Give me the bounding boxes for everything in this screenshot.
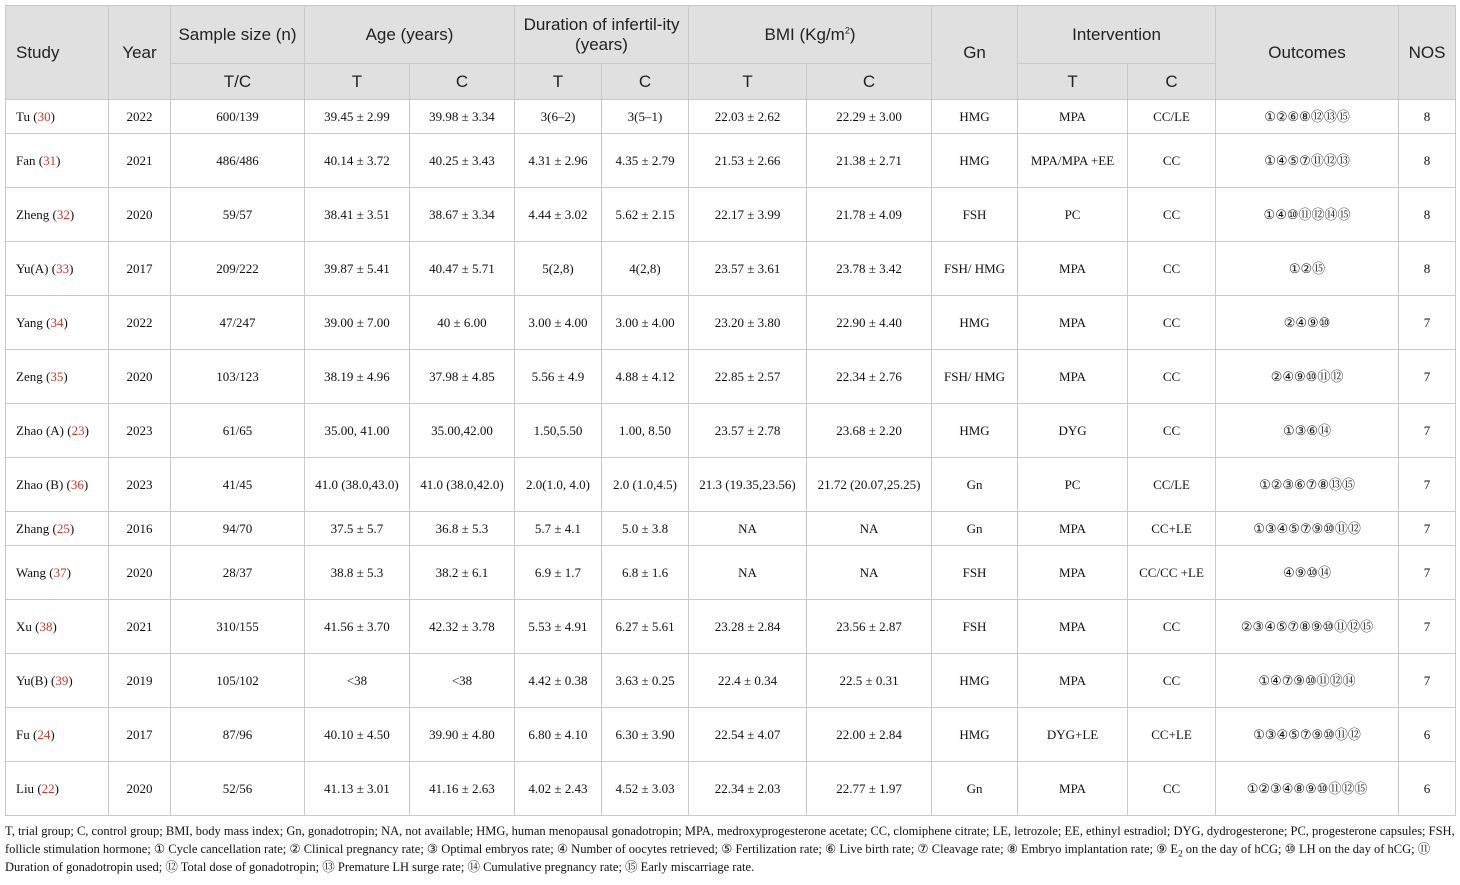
header-bmi-text: BMI (Kg/m xyxy=(764,24,845,44)
study-name: Zhao (A) xyxy=(16,423,65,438)
cell-study: Yu(A) (33) xyxy=(6,242,109,296)
cell-bmi-t: 22.4 ± 0.34 xyxy=(689,654,807,708)
cell-gn: Gn xyxy=(932,512,1018,546)
cell-gn: Gn xyxy=(932,458,1018,512)
reference-link[interactable]: 37 xyxy=(53,565,67,580)
cell-outcomes: ①③④⑤⑦⑨⑩⑪⑫ xyxy=(1216,708,1399,762)
table-row xyxy=(6,404,1456,458)
cell-outcomes: ①②③⑥⑦⑧⑬⑮ xyxy=(1216,458,1399,512)
cell-age-t: 41.56 ± 3.70 xyxy=(305,600,410,654)
cell-year: 2022 xyxy=(109,296,171,350)
cell-int-t: MPA xyxy=(1018,242,1128,296)
cell-outcomes: ①②⑮ xyxy=(1216,242,1399,296)
subheader-intervention-c: C xyxy=(1128,64,1216,100)
study-name: Yu(A) xyxy=(16,261,49,276)
cell-study: Tu (30) xyxy=(6,100,109,134)
cell-study: Zheng (32) xyxy=(6,188,109,242)
cell-int-c: CC xyxy=(1128,242,1216,296)
cell-age-c: 40 ± 6.00 xyxy=(410,296,515,350)
cell-int-t: MPA xyxy=(1018,762,1128,816)
cell-int-c: CC/LE xyxy=(1128,458,1216,512)
cell-age-c: 40.47 ± 5.71 xyxy=(410,242,515,296)
cell-year: 2023 xyxy=(109,458,171,512)
cell-dur-t: 5.56 ± 4.9 xyxy=(515,350,602,404)
cell-dur-c: 4.35 ± 2.79 xyxy=(602,134,689,188)
cell-bmi-t: 22.85 ± 2.57 xyxy=(689,350,807,404)
cell-dur-t: 6.9 ± 1.7 xyxy=(515,546,602,600)
cell-year: 2021 xyxy=(109,134,171,188)
cell-age-c: 39.90 ± 4.80 xyxy=(410,708,515,762)
cell-int-c: CC xyxy=(1128,600,1216,654)
table-footnote xyxy=(5,822,1455,876)
study-name: Wang xyxy=(16,565,46,580)
cell-outcomes: ①②③④⑧⑨⑩⑪⑫⑮ xyxy=(1216,762,1399,816)
subheader-age-c: C xyxy=(410,64,515,100)
header-outcomes: Outcomes xyxy=(1216,6,1399,100)
cell-age-t: 38.8 ± 5.3 xyxy=(305,546,410,600)
cell-year: 2020 xyxy=(109,188,171,242)
cell-nos: 7 xyxy=(1399,458,1456,512)
cell-gn: HMG xyxy=(932,404,1018,458)
cell-gn: HMG xyxy=(932,100,1018,134)
cell-year: 2023 xyxy=(109,404,171,458)
reference-link[interactable]: 31 xyxy=(43,153,57,168)
cell-outcomes: ①②⑥⑧⑫⑬⑮ xyxy=(1216,100,1399,134)
cell-dur-c: 5.62 ± 2.15 xyxy=(602,188,689,242)
cell-gn: HMG xyxy=(932,134,1018,188)
study-name: Fu xyxy=(16,727,30,742)
cell-dur-t: 1.50,5.50 xyxy=(515,404,602,458)
cell-dur-t: 4.02 ± 2.43 xyxy=(515,762,602,816)
cell-bmi-t: 23.57 ± 3.61 xyxy=(689,242,807,296)
cell-study: Zhao (B) (36) xyxy=(6,458,109,512)
reference-link[interactable]: 24 xyxy=(37,727,51,742)
cell-gn: FSH xyxy=(932,600,1018,654)
cell-bmi-t: 22.34 ± 2.03 xyxy=(689,762,807,816)
cell-gn: Gn xyxy=(932,762,1018,816)
subheader-bmi-t: T xyxy=(689,64,807,100)
cell-sample: 310/155 xyxy=(171,600,305,654)
cell-year: 2020 xyxy=(109,762,171,816)
reference-link[interactable]: 25 xyxy=(56,521,70,536)
cell-outcomes: ①④⑤⑦⑪⑫⑬ xyxy=(1216,134,1399,188)
cell-int-t: MPA xyxy=(1018,546,1128,600)
cell-nos: 6 xyxy=(1399,708,1456,762)
subheader-tc: T/C xyxy=(171,64,305,100)
cell-bmi-t: 21.53 ± 2.66 xyxy=(689,134,807,188)
cell-dur-c: 6.8 ± 1.6 xyxy=(602,546,689,600)
cell-nos: 7 xyxy=(1399,600,1456,654)
cell-dur-t: 5.7 ± 4.1 xyxy=(515,512,602,546)
cell-age-t: 38.19 ± 4.96 xyxy=(305,350,410,404)
cell-study: Zhao (A) (23) xyxy=(6,404,109,458)
cell-int-c: CC xyxy=(1128,188,1216,242)
cell-int-t: PC xyxy=(1018,188,1128,242)
cell-gn: HMG xyxy=(932,708,1018,762)
cell-bmi-t: NA xyxy=(689,512,807,546)
cell-nos: 7 xyxy=(1399,296,1456,350)
cell-age-c: 41.16 ± 2.63 xyxy=(410,762,515,816)
cell-gn: FSH xyxy=(932,188,1018,242)
table-row xyxy=(6,350,1456,404)
cell-sample: 87/96 xyxy=(171,708,305,762)
cell-age-t: 39.00 ± 7.00 xyxy=(305,296,410,350)
table-row xyxy=(6,100,1456,134)
cell-int-c: CC xyxy=(1128,654,1216,708)
cell-sample: 59/57 xyxy=(171,188,305,242)
cell-dur-t: 6.80 ± 4.10 xyxy=(515,708,602,762)
cell-nos: 8 xyxy=(1399,188,1456,242)
cell-dur-c: 4(2,8) xyxy=(602,242,689,296)
cell-dur-t: 2.0(1.0, 4.0) xyxy=(515,458,602,512)
reference-link[interactable]: 39 xyxy=(55,673,69,688)
cell-dur-t: 5.53 ± 4.91 xyxy=(515,600,602,654)
study-name: Yu(B) xyxy=(16,673,48,688)
cell-bmi-t: 22.03 ± 2.62 xyxy=(689,100,807,134)
table-row xyxy=(6,134,1456,188)
cell-age-c: 38.2 ± 6.1 xyxy=(410,546,515,600)
cell-int-c: CC xyxy=(1128,404,1216,458)
cell-int-t: MPA xyxy=(1018,100,1128,134)
cell-int-c: CC+LE xyxy=(1128,708,1216,762)
header-sample-size: Sample size (n) xyxy=(171,6,305,64)
reference-link[interactable]: 35 xyxy=(50,369,64,384)
cell-study: Fu (24) xyxy=(6,708,109,762)
cell-outcomes: ①④⑦⑨⑩⑪⑫⑭ xyxy=(1216,654,1399,708)
cell-dur-t: 4.44 ± 3.02 xyxy=(515,188,602,242)
reference-link[interactable]: 33 xyxy=(56,261,70,276)
cell-bmi-t: 23.57 ± 2.78 xyxy=(689,404,807,458)
study-name: Fan xyxy=(16,153,36,168)
cell-sample: 103/123 xyxy=(171,350,305,404)
cell-year: 2017 xyxy=(109,242,171,296)
cell-gn: HMG xyxy=(932,296,1018,350)
cell-int-t: DYG xyxy=(1018,404,1128,458)
reference-link[interactable]: 38 xyxy=(39,619,53,634)
footnote-e2-sub: 2 xyxy=(1178,848,1183,859)
cell-dur-t: 4.42 ± 0.38 xyxy=(515,654,602,708)
cell-outcomes: ①③⑥⑭ xyxy=(1216,404,1399,458)
cell-age-t: 41.13 ± 3.01 xyxy=(305,762,410,816)
subheader-duration-c: C xyxy=(602,64,689,100)
cell-nos: 8 xyxy=(1399,100,1456,134)
cell-dur-c: 3(5–1) xyxy=(602,100,689,134)
cell-int-c: CC+LE xyxy=(1128,512,1216,546)
footnote-part2: on the day of hCG; ⑩ LH on the day of hCG; ⑪ Duration of gonadotropin used; ⑫ Total dose of gonadotropin; ⑬ Premature LH surge rate; ⑭ Cumulative pregnancy rate; ⑮ Early miscarriage rate. xyxy=(5,842,1431,874)
table-container xyxy=(5,5,1455,876)
study-name: Zhang xyxy=(16,521,50,536)
cell-study: Yang (34) xyxy=(6,296,109,350)
cell-bmi-t: 23.28 ± 2.84 xyxy=(689,600,807,654)
cell-gn: FSH/ HMG xyxy=(932,242,1018,296)
cell-int-t: DYG+LE xyxy=(1018,708,1128,762)
cell-int-c: CC xyxy=(1128,350,1216,404)
cell-study: Xu (38) xyxy=(6,600,109,654)
cell-sample: 486/486 xyxy=(171,134,305,188)
subheader-duration-t: T xyxy=(515,64,602,100)
header-age: Age (years) xyxy=(305,6,515,64)
cell-dur-c: 1.00, 8.50 xyxy=(602,404,689,458)
cell-bmi-c: 23.78 ± 3.42 xyxy=(807,242,932,296)
cell-year: 2022 xyxy=(109,100,171,134)
cell-bmi-t: 21.3 (19.35,23.56) xyxy=(689,458,807,512)
cell-age-t: 35.00, 41.00 xyxy=(305,404,410,458)
cell-int-t: MPA xyxy=(1018,600,1128,654)
cell-sample: 105/102 xyxy=(171,654,305,708)
cell-dur-c: 5.0 ± 3.8 xyxy=(602,512,689,546)
cell-year: 2016 xyxy=(109,512,171,546)
cell-study: Zeng (35) xyxy=(6,350,109,404)
subheader-intervention-t: T xyxy=(1018,64,1128,100)
table-row xyxy=(6,188,1456,242)
table-row xyxy=(6,708,1456,762)
reference-link[interactable]: 32 xyxy=(56,207,70,222)
study-name: Tu xyxy=(16,109,30,124)
reference-link[interactable]: 23 xyxy=(71,423,85,438)
cell-study: Fan (31) xyxy=(6,134,109,188)
study-characteristics-table xyxy=(5,5,1456,816)
header-bmi-sup: 2 xyxy=(844,24,850,35)
cell-int-c: CC xyxy=(1128,134,1216,188)
cell-dur-c: 4.88 ± 4.12 xyxy=(602,350,689,404)
cell-bmi-c: 21.78 ± 4.09 xyxy=(807,188,932,242)
cell-outcomes: ④⑨⑩⑭ xyxy=(1216,546,1399,600)
cell-study: Liu (22) xyxy=(6,762,109,816)
cell-bmi-t: 22.54 ± 4.07 xyxy=(689,708,807,762)
cell-int-t: MPA xyxy=(1018,512,1128,546)
reference-link[interactable]: 34 xyxy=(50,315,64,330)
cell-dur-c: 2.0 (1.0,4.5) xyxy=(602,458,689,512)
cell-age-t: 40.10 ± 4.50 xyxy=(305,708,410,762)
cell-age-c: 35.00,42.00 xyxy=(410,404,515,458)
header-gn: Gn xyxy=(932,6,1018,100)
cell-dur-c: 6.27 ± 5.61 xyxy=(602,600,689,654)
cell-sample: 600/139 xyxy=(171,100,305,134)
cell-bmi-t: 22.17 ± 3.99 xyxy=(689,188,807,242)
cell-int-c: CC xyxy=(1128,762,1216,816)
cell-bmi-c: 22.90 ± 4.40 xyxy=(807,296,932,350)
cell-nos: 8 xyxy=(1399,242,1456,296)
cell-bmi-c: 21.72 (20.07,25.25) xyxy=(807,458,932,512)
cell-int-c: CC/LE xyxy=(1128,100,1216,134)
cell-age-t: 40.14 ± 3.72 xyxy=(305,134,410,188)
study-name: Yang xyxy=(16,315,43,330)
cell-age-c: <38 xyxy=(410,654,515,708)
cell-sample: 28/37 xyxy=(171,546,305,600)
cell-age-t: 38.41 ± 3.51 xyxy=(305,188,410,242)
cell-study: Yu(B) (39) xyxy=(6,654,109,708)
cell-age-c: 36.8 ± 5.3 xyxy=(410,512,515,546)
cell-year: 2020 xyxy=(109,350,171,404)
cell-study: Wang (37) xyxy=(6,546,109,600)
cell-year: 2019 xyxy=(109,654,171,708)
cell-dur-t: 5(2,8) xyxy=(515,242,602,296)
cell-sample: 94/70 xyxy=(171,512,305,546)
cell-sample: 209/222 xyxy=(171,242,305,296)
cell-age-t: 41.0 (38.0,43.0) xyxy=(305,458,410,512)
cell-age-c: 41.0 (38.0,42.0) xyxy=(410,458,515,512)
cell-bmi-c: 21.38 ± 2.71 xyxy=(807,134,932,188)
cell-year: 2020 xyxy=(109,546,171,600)
cell-age-t: 39.87 ± 5.41 xyxy=(305,242,410,296)
table-row xyxy=(6,242,1456,296)
cell-nos: 7 xyxy=(1399,404,1456,458)
footnote-part1: T, trial group; C, control group; BMI, body mass index; Gn, gonadotropin; NA, not available; HMG, human menopausal gonadotropin; MPA, medroxyprogesterone acetate; CC, clomiphene citrate; LE, letrozole; EE, ethinyl estradiol; DYG, dydrogesterone; PC, progesterone capsules; FSH, follicle stimulation hormone; ① Cycle cancellation rate; ② Clinical pregnancy rate; ③ Optimal embryos rate; ④ Number of oocytes retrieved; ⑤ Fertilization rate; ⑥ Live birth rate; ⑦ Cleavage rate; ⑧ Embryo implantation rate; ⑨ E xyxy=(5,824,1455,856)
cell-bmi-c: 22.29 ± 3.00 xyxy=(807,100,932,134)
cell-sample: 61/65 xyxy=(171,404,305,458)
table-row xyxy=(6,296,1456,350)
cell-outcomes: ①③④⑤⑦⑨⑩⑪⑫ xyxy=(1216,512,1399,546)
cell-bmi-c: 22.77 ± 1.97 xyxy=(807,762,932,816)
cell-nos: 6 xyxy=(1399,762,1456,816)
cell-year: 2021 xyxy=(109,600,171,654)
cell-bmi-t: 23.20 ± 3.80 xyxy=(689,296,807,350)
table-row xyxy=(6,458,1456,512)
header-year: Year xyxy=(109,6,171,100)
study-name: Zheng xyxy=(16,207,50,222)
subheader-bmi-c: C xyxy=(807,64,932,100)
cell-age-c: 39.98 ± 3.34 xyxy=(410,100,515,134)
header-bmi-close: ) xyxy=(849,24,856,44)
cell-sample: 41/45 xyxy=(171,458,305,512)
header-bmi xyxy=(689,6,932,64)
cell-nos: 7 xyxy=(1399,512,1456,546)
header-duration: Duration of infertil-ity (years) xyxy=(515,6,689,64)
cell-bmi-c: 22.34 ± 2.76 xyxy=(807,350,932,404)
cell-nos: 8 xyxy=(1399,134,1456,188)
cell-int-t: MPA xyxy=(1018,296,1128,350)
cell-bmi-c: 23.56 ± 2.87 xyxy=(807,600,932,654)
cell-int-t: MPA xyxy=(1018,350,1128,404)
cell-age-c: 38.67 ± 3.34 xyxy=(410,188,515,242)
cell-bmi-c: NA xyxy=(807,512,932,546)
cell-age-c: 42.32 ± 3.78 xyxy=(410,600,515,654)
header-nos: NOS xyxy=(1399,6,1456,100)
table-body xyxy=(6,100,1456,816)
cell-age-c: 37.98 ± 4.85 xyxy=(410,350,515,404)
cell-dur-t: 3(6–2) xyxy=(515,100,602,134)
header-study: Study xyxy=(6,6,109,100)
cell-dur-c: 4.52 ± 3.03 xyxy=(602,762,689,816)
cell-gn: FSH xyxy=(932,546,1018,600)
cell-nos: 7 xyxy=(1399,546,1456,600)
cell-dur-t: 3.00 ± 4.00 xyxy=(515,296,602,350)
cell-bmi-c: 22.5 ± 0.31 xyxy=(807,654,932,708)
cell-age-t: 37.5 ± 5.7 xyxy=(305,512,410,546)
study-name: Xu xyxy=(16,619,32,634)
table-header xyxy=(6,6,1456,100)
cell-sample: 52/56 xyxy=(171,762,305,816)
study-name: Zeng xyxy=(16,369,43,384)
subheader-age-t: T xyxy=(305,64,410,100)
reference-link[interactable]: 22 xyxy=(41,781,55,796)
cell-dur-c: 3.00 ± 4.00 xyxy=(602,296,689,350)
cell-study: Zhang (25) xyxy=(6,512,109,546)
table-row xyxy=(6,546,1456,600)
cell-nos: 7 xyxy=(1399,350,1456,404)
table-row xyxy=(6,512,1456,546)
study-name: Zhao (B) xyxy=(16,477,64,492)
cell-outcomes: ②③④⑤⑦⑧⑨⑩⑪⑫⑮ xyxy=(1216,600,1399,654)
cell-age-c: 40.25 ± 3.43 xyxy=(410,134,515,188)
reference-link[interactable]: 30 xyxy=(37,109,51,124)
study-name: Liu xyxy=(16,781,35,796)
table-row xyxy=(6,654,1456,708)
reference-link[interactable]: 36 xyxy=(70,477,84,492)
cell-dur-t: 4.31 ± 2.96 xyxy=(515,134,602,188)
cell-outcomes: ①④⑩⑪⑫⑭⑮ xyxy=(1216,188,1399,242)
cell-bmi-t: NA xyxy=(689,546,807,600)
table-row xyxy=(6,762,1456,816)
cell-nos: 7 xyxy=(1399,654,1456,708)
cell-sample: 47/247 xyxy=(171,296,305,350)
cell-int-t: MPA xyxy=(1018,654,1128,708)
cell-int-t: PC xyxy=(1018,458,1128,512)
cell-bmi-c: NA xyxy=(807,546,932,600)
header-intervention: Intervention xyxy=(1018,6,1216,64)
cell-gn: FSH/ HMG xyxy=(932,350,1018,404)
cell-dur-c: 3.63 ± 0.25 xyxy=(602,654,689,708)
cell-bmi-c: 23.68 ± 2.20 xyxy=(807,404,932,458)
cell-int-c: CC xyxy=(1128,296,1216,350)
cell-bmi-c: 22.00 ± 2.84 xyxy=(807,708,932,762)
cell-outcomes: ②④⑨⑩⑪⑫ xyxy=(1216,350,1399,404)
cell-gn: HMG xyxy=(932,654,1018,708)
cell-int-t: MPA/MPA +EE xyxy=(1018,134,1128,188)
cell-year: 2017 xyxy=(109,708,171,762)
cell-age-t: <38 xyxy=(305,654,410,708)
table-row xyxy=(6,600,1456,654)
cell-int-c: CC/CC +LE xyxy=(1128,546,1216,600)
cell-age-t: 39.45 ± 2.99 xyxy=(305,100,410,134)
cell-dur-c: 6.30 ± 3.90 xyxy=(602,708,689,762)
cell-outcomes: ②④⑨⑩ xyxy=(1216,296,1399,350)
